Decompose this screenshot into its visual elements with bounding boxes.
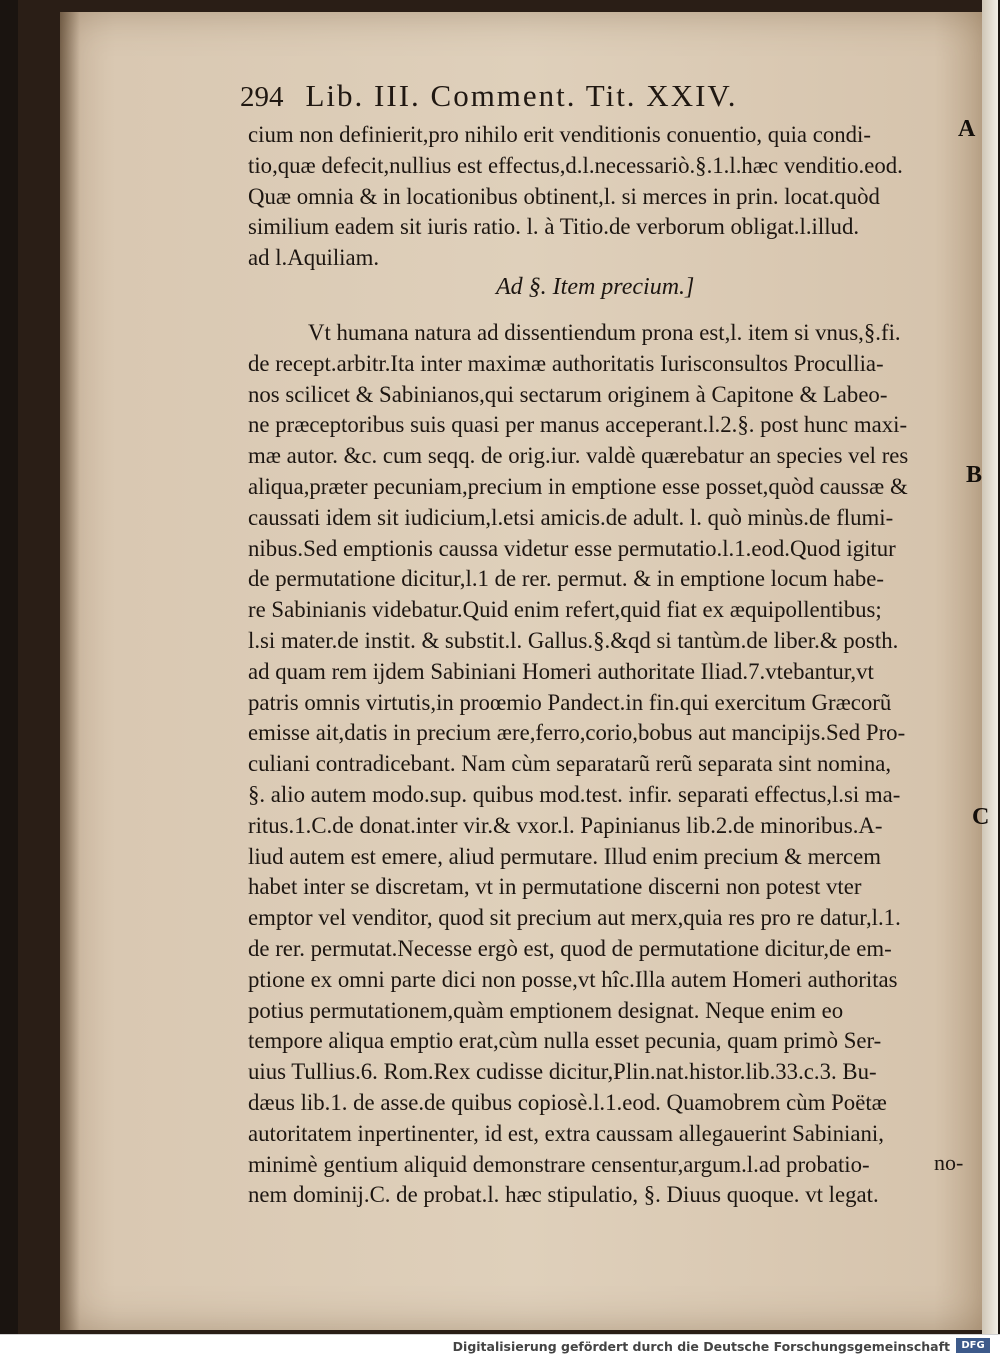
section-heading: Ad §. Item precium.] xyxy=(496,274,695,300)
text-line: ne præceptoribus suis quasi per manus acceperant.l.2.§. post hunc maxi- xyxy=(248,412,908,438)
text-block-top xyxy=(248,120,976,274)
margin-letter-a: A xyxy=(958,116,976,142)
text-line: ritus.1.C.de donat.inter vir.& vxor.l. Papinianus lib.2.de minoribus.A- xyxy=(248,812,883,838)
text-block-body xyxy=(248,318,976,1211)
text-line: emisse ait,datis in precium ære,ferro,corio,bobus aut mancipijs.Sed Pro- xyxy=(248,720,906,746)
text-line: nos scilicet & Sabinianos,qui sectarum originem à Capitone & Labeo- xyxy=(248,381,888,407)
text-line: ad quam rem ijdem Sabiniani Homeri authoritate Iliad.7.vtebantur,vt xyxy=(248,658,874,684)
text-line: de rer. permutat.Necesse ergò est, quod de permutatione dicitur,de em- xyxy=(248,935,892,961)
dfg-logo: DFG xyxy=(956,1338,990,1353)
text-line: Vt humana natura ad dissentiendum prona est,l. item si vnus,§.fi. xyxy=(308,320,901,345)
text-line: aliqua,præter pecuniam,precium in emptione esse posset,quòd caussæ & xyxy=(248,473,908,499)
text-line: habet inter se discretam, vt in permutatione discerni non potest vter xyxy=(248,874,862,900)
text-line: Quæ omnia & in locationibus obtinent,l. si merces in prin. locat.quòd xyxy=(248,183,880,209)
text-line: uius Tullius.6. Rom.Rex cudisse dicitur,Plin.nat.histor.lib.33.c.3. Bu- xyxy=(248,1059,877,1085)
running-head xyxy=(240,78,880,114)
funding-credit: Digitalisierung gefördert durch die Deutsche Forschungsgemeinschaft xyxy=(452,1339,950,1354)
text-line: nem dominij.C. de probat.l. hæc stipulatio, §. Diuus quoque. vt legat. xyxy=(248,1182,879,1208)
margin-letter-c: C xyxy=(972,804,990,830)
text-line: culiani contradicebant. Nam cùm separatarũ rerũ separata sint nomina, xyxy=(248,751,892,777)
footer-bar xyxy=(0,1334,1000,1357)
text-line: caussati idem sit iudicium,l.etsi amicis.de adult. l. quò minùs.de flumi- xyxy=(248,504,894,530)
running-title: Lib. III. Comment. Tit. XXIV. xyxy=(305,78,738,113)
text-line: autoritatem inpertinenter, id est, extra caussam allegauerint Sabiniani, xyxy=(248,1120,884,1146)
text-line: nibus.Sed emptionis caussa videtur esse permutatio.l.1.eod.Quod igitur xyxy=(248,535,896,561)
text-line: §. alio autem modo.sup. quibus mod.test. infir. separati effectus,l.si ma- xyxy=(248,781,901,807)
text-line: ptione ex omni parte dici non posse,vt hîc.Illa autem Homeri authoritas xyxy=(248,966,898,992)
text-line: l.si mater.de instit. & substit.l. Gallus.§.&qd si tantùm.de liber.& posth. xyxy=(248,627,899,653)
margin-letter-b: B xyxy=(966,462,983,488)
spine-shadow xyxy=(60,12,80,1330)
catchword: no- xyxy=(934,1150,964,1175)
text-line: mæ autor. &c. cum seqq. de orig.iur. valdè quærebatur an species vel res xyxy=(248,443,909,469)
text-line: minimè gentium aliquid demonstrare censentur,argum.l.ad probatio- xyxy=(248,1151,870,1177)
text-line: tempore aliqua emptio erat,cùm nulla esset pecunia, quam primò Ser- xyxy=(248,1028,882,1054)
text-line: cium non definierit,pro nihilo erit venditionis conuentio, quia condi- xyxy=(248,122,871,147)
text-line: de recept.arbitr.Ita inter maximæ authoritatis Iurisconsultos Procullia- xyxy=(248,350,884,376)
text-line: emptor vel venditor, quod sit precium aut merx,quia res pro re datur,l.1. xyxy=(248,905,901,931)
page-number: 294 xyxy=(240,81,284,113)
text-line: similium eadem sit iuris ratio. l. à Titio.de verborum obligat.l.illud. xyxy=(248,214,860,240)
text-line: patris omnis virtutis,in proœmio Pandect.in fin.qui exercitum Græcorũ xyxy=(248,689,892,715)
text-line: tio,quæ defecit,nullius est effectus,d.l.necessariò.§.1.l.hæc venditio.eod. xyxy=(248,152,903,178)
text-line: re Sabinianis videbatur.Quid enim refert,quid fiat ex æquipollentibus; xyxy=(248,597,882,623)
text-line: potius permutationem,quàm emptionem designat. Neque enim eo xyxy=(248,997,844,1023)
page-edge xyxy=(982,0,998,1334)
text-line: liud autem est emere, aliud permutare. Illud enim precium & mercem xyxy=(248,843,882,869)
text-line: de permutatione dicitur,l.1 de rer. permut. & in emptione locum habe- xyxy=(248,566,884,592)
text-line: ad l.Aquiliam. xyxy=(248,245,380,271)
text-line: dæus lib.1. de asse.de quibus copiosè.l.1.eod. Quamobrem cùm Poëtæ xyxy=(248,1089,887,1115)
